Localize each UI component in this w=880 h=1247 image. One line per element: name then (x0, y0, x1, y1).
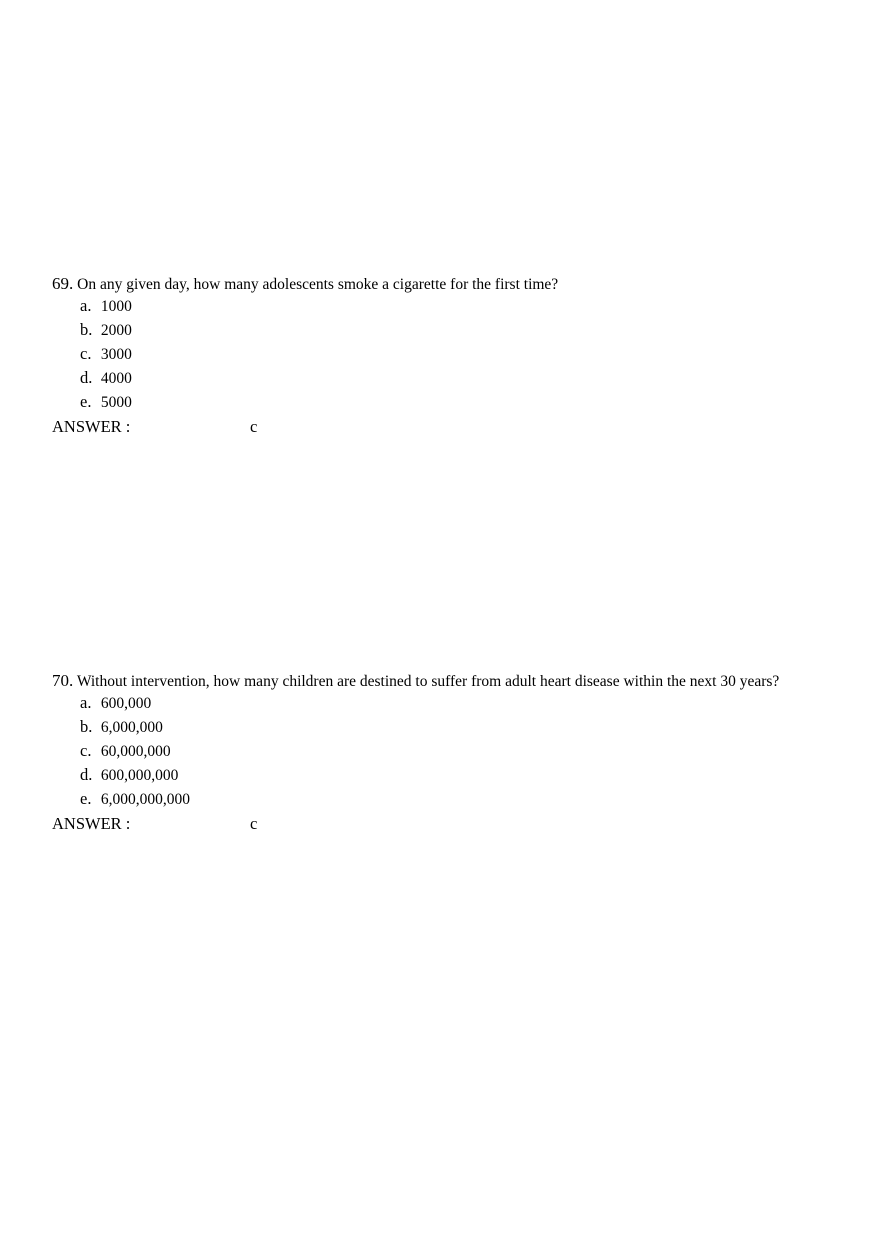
answer-value: c (250, 417, 258, 436)
option-c (80, 342, 852, 366)
option-letter: c. (80, 344, 92, 363)
option-list (52, 294, 852, 414)
option-letter: d. (80, 765, 93, 784)
option-d (80, 763, 852, 787)
question-text: Without intervention, how many children are destined to suffer from adult heart disease within the next 30 years? (76, 673, 780, 690)
option-e (80, 390, 852, 414)
option-text: 600,000 (100, 695, 152, 712)
option-text: 2000 (100, 322, 132, 339)
question-number: 69. (52, 274, 74, 293)
option-letter: b. (80, 320, 93, 339)
option-text: 3000 (100, 346, 132, 363)
option-list (52, 691, 852, 811)
question-69 (52, 273, 852, 440)
option-d (80, 366, 852, 390)
option-b (80, 318, 852, 342)
question-stem (52, 670, 852, 691)
option-text: 1000 (100, 298, 132, 315)
option-text: 4000 (100, 370, 132, 387)
option-e (80, 787, 852, 811)
option-letter: e. (80, 392, 92, 411)
option-text: 5000 (100, 394, 132, 411)
option-letter: b. (80, 717, 93, 736)
option-text: 6,000,000,000 (100, 791, 190, 808)
option-letter: c. (80, 741, 92, 760)
option-a (80, 691, 852, 715)
option-text: 6,000,000 (100, 719, 163, 736)
option-text: 60,000,000 (100, 743, 171, 760)
answer-label: ANSWER : (52, 814, 131, 833)
option-b (80, 715, 852, 739)
option-a (80, 294, 852, 318)
question-number: 70. (52, 671, 74, 690)
option-c (80, 739, 852, 763)
option-letter: e. (80, 789, 92, 808)
answer-label: ANSWER : (52, 417, 131, 436)
question-text: On any given day, how many adolescents smoke a cigarette for the first time? (77, 276, 559, 293)
answer-row (52, 414, 852, 440)
option-letter: d. (80, 368, 93, 387)
question-stem (52, 273, 852, 294)
option-letter: a. (80, 693, 92, 712)
answer-value: c (250, 814, 258, 833)
option-letter: a. (80, 296, 92, 315)
question-70 (52, 670, 852, 837)
answer-row (52, 811, 852, 837)
option-text: 600,000,000 (100, 767, 179, 784)
